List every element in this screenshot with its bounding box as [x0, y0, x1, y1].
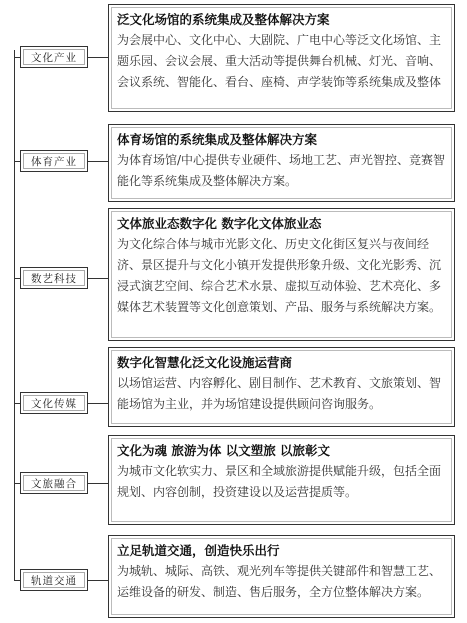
segment-label: [20, 569, 88, 591]
segment-description: 为体育场馆/中心提供专业硬件、场地工艺、声光智控、竞赛智能化等系统集成及整体解决方案。: [117, 153, 446, 188]
segment-description: 为城市文化软实力、景区和全域旅游提供赋能升级，包括全面规划、内容创制，投资建设以及运营提质等。: [117, 464, 442, 499]
segment-label-text: 数艺科技: [23, 270, 85, 286]
connector: [88, 580, 108, 581]
connector: [88, 403, 108, 404]
segment-title: 文化为魂 旅游为体 以文塑旅 以旅彰文: [117, 443, 331, 458]
segment-box: [108, 347, 455, 427]
segment-box: [108, 535, 455, 618]
segment-title: 体育场馆的系统集成及整体解决方案: [117, 132, 318, 147]
trunk-line: [14, 50, 15, 580]
segment-label: [20, 392, 88, 414]
segment-title: 文体旅业态数字化 数字化文体旅业态: [117, 216, 322, 231]
segment-description: 为文化综合体与城市光影文化、历史文化街区复兴与夜间经济、景区提升与文化小镇开发提供形象升级、文化光影秀、沉浸式演艺空间、综合艺术水景、虚拟互动体验、艺术亮化、多媒体艺术装置等文化创意策划、产品、服务与系统解决方案。: [117, 237, 442, 314]
connector: [88, 278, 108, 279]
segment-box: [108, 435, 455, 525]
segment-box: [108, 4, 455, 112]
segment-description: 为会展中心、文化中心、大剧院、广电中心等泛文化场馆、主题乐园、会议会展、重大活动等提供舞台机械、灯光、音响、会议系统、智能化、看台、座椅、声学装饰等系统集成及整体: [117, 33, 442, 89]
connector: [88, 57, 108, 58]
segment-title: 泛文化场馆的系统集成及整体解决方案: [117, 12, 330, 27]
segment-title: 数字化智慧化泛文化设施运营商: [117, 355, 293, 370]
segment-box: [108, 124, 455, 202]
segment-label: [20, 472, 88, 494]
segment-label: [20, 46, 88, 68]
segment-title: 立足轨道交通，创造快乐出行: [117, 543, 280, 558]
segment-box: [108, 208, 455, 341]
segment-label-text: 轨道交通: [23, 572, 85, 588]
connector: [88, 161, 108, 162]
segment-description: 以场馆运营、内容孵化、剧目制作、艺术教育、文旅策划、智能场馆为主业，并为场馆建设提供顾问咨询服务。: [117, 376, 442, 411]
segment-label-text: 体育产业: [23, 153, 85, 169]
connector: [88, 483, 108, 484]
segment-label: [20, 150, 88, 172]
segment-label: [20, 267, 88, 289]
segment-label-text: 文化传媒: [23, 395, 85, 411]
segment-label-text: 文旅融合: [23, 475, 85, 491]
segment-label-text: 文化产业: [23, 49, 85, 65]
segment-description: 为城轨、城际、高铁、观光列车等提供关键部件和智慧工艺、运维设备的研发、制造、售后服务，全方位整体解决方案。: [117, 564, 442, 599]
